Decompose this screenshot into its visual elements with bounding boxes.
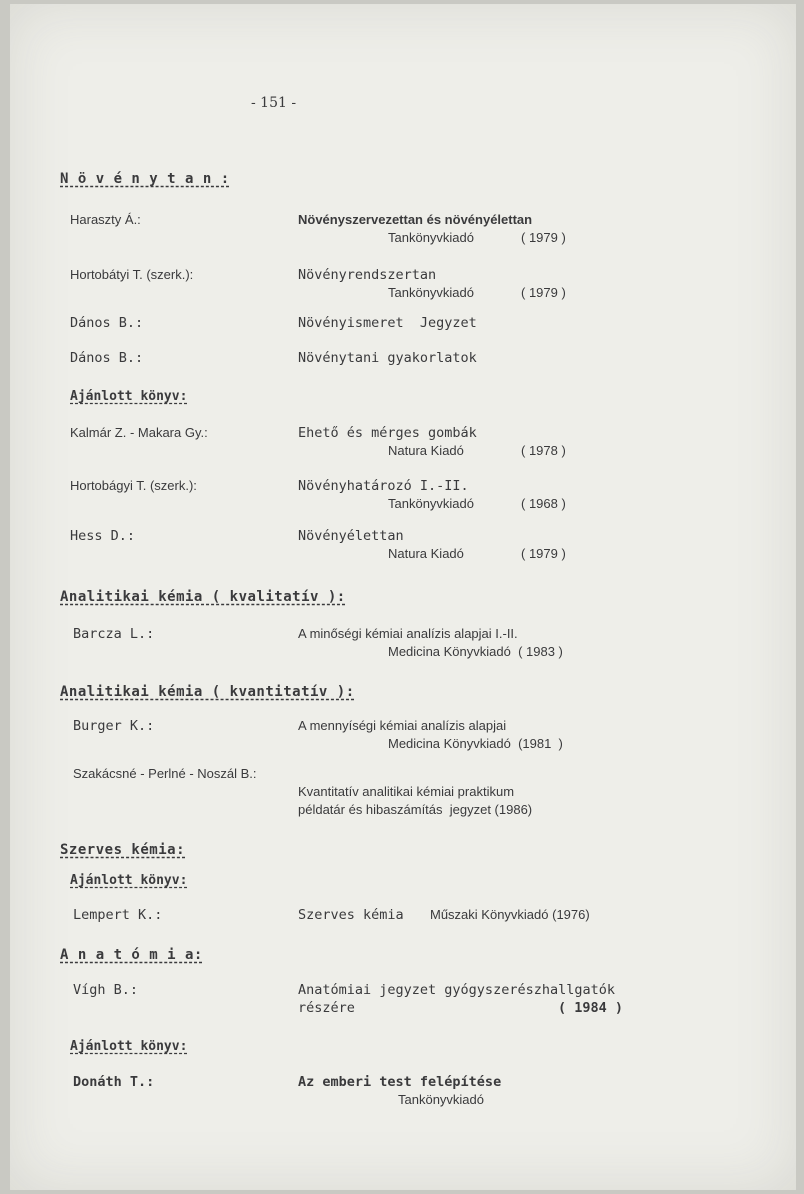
entry-title: Az emberi test felépítése <box>298 1074 502 1090</box>
entry-title-line: példatár és hibaszámítás jegyzet (1986) <box>298 802 533 817</box>
section-heading-szerves: Szerves kémia: <box>60 842 186 858</box>
entry-title: Növényélettan <box>298 528 404 544</box>
entry-title: Szerves kémia <box>298 907 404 923</box>
entry-year: ( 1978 ) <box>521 443 566 458</box>
entry-author: Burger K.: <box>73 718 155 734</box>
entry-author: Barcza L.: <box>73 626 155 642</box>
entry-year: ( 1984 ) <box>558 1000 624 1016</box>
entry-publisher-year: Medicina Könyvkiadó ( 1983 ) <box>388 644 563 659</box>
entry-author: Hess D.: <box>70 528 136 544</box>
entry-title: Növényismeret Jegyzet <box>298 315 477 331</box>
entry-title: Növényrendszertan <box>298 267 437 283</box>
entry-year: ( 1979 ) <box>521 285 566 300</box>
entry-author: Lempert K.: <box>73 907 163 923</box>
entry-title: A minőségi kémiai analízis alapjai I.-II. <box>298 626 518 641</box>
entry-author: Vígh B.: <box>73 982 139 998</box>
entry-year: ( 1979 ) <box>521 546 566 561</box>
entry-publisher: Tankönyvkiadó <box>398 1092 484 1107</box>
entry-title: Növényszervezettan és növényélettan <box>298 212 533 227</box>
entry-author: Hortobágyi T. (szerk.): <box>70 478 197 493</box>
entry-title: Ehető és mérges gombák <box>298 425 477 441</box>
entry-author: Haraszty Á.: <box>70 212 141 227</box>
entry-title-line: Kvantitatív analitikai kémiai praktikum <box>298 784 515 799</box>
entry-title-line: Anatómiai jegyzet gyógyszerészhallgatók <box>298 982 615 998</box>
page-number: - 151 - <box>251 95 297 111</box>
entry-publisher: Tankönyvkiadó <box>388 496 474 511</box>
entry-title: Növénytani gyakorlatok <box>298 350 477 366</box>
entry-author: Dános B.: <box>70 350 144 366</box>
section-heading-novenytan: N ö v é n y t a n : <box>60 171 230 187</box>
entry-author: Hortobátyi T. (szerk.): <box>70 267 194 282</box>
recommended-heading: Ajánlott könyv: <box>70 873 188 888</box>
section-heading-kvalitativ: Analitikai kémia ( kvalitatív ): <box>60 589 346 605</box>
document-page <box>10 4 796 1190</box>
entry-publisher-year: Műszaki Könyvkiadó (1976) <box>430 907 590 922</box>
entry-publisher: Tankönyvkiadó <box>388 285 474 300</box>
entry-title: A mennyíségi kémiai analízis alapjai <box>298 718 507 733</box>
entry-author: Kalmár Z. - Makara Gy.: <box>70 425 208 440</box>
entry-publisher-year: Medicina Könyvkiadó (1981 ) <box>388 736 563 751</box>
entry-title-line: részére <box>298 1000 355 1016</box>
entry-publisher: Natura Kiadó <box>388 546 464 561</box>
entry-author: Szakácsné - Perlné - Noszál B.: <box>73 766 257 781</box>
entry-year: ( 1979 ) <box>521 230 566 245</box>
entry-author: Donáth T.: <box>73 1074 155 1090</box>
entry-year: ( 1968 ) <box>521 496 566 511</box>
section-heading-anatomia: A n a t ó m i a: <box>60 947 203 963</box>
entry-title: Növényhatározó I.-II. <box>298 478 469 494</box>
entry-author: Dános B.: <box>70 315 144 331</box>
section-heading-kvantitativ: Analitikai kémia ( kvantitatív ): <box>60 684 355 700</box>
recommended-heading: Ajánlott könyv: <box>70 1039 188 1054</box>
recommended-heading: Ajánlott könyv: <box>70 389 188 404</box>
entry-publisher: Natura Kiadó <box>388 443 464 458</box>
entry-publisher: Tankönyvkiadó <box>388 230 474 245</box>
